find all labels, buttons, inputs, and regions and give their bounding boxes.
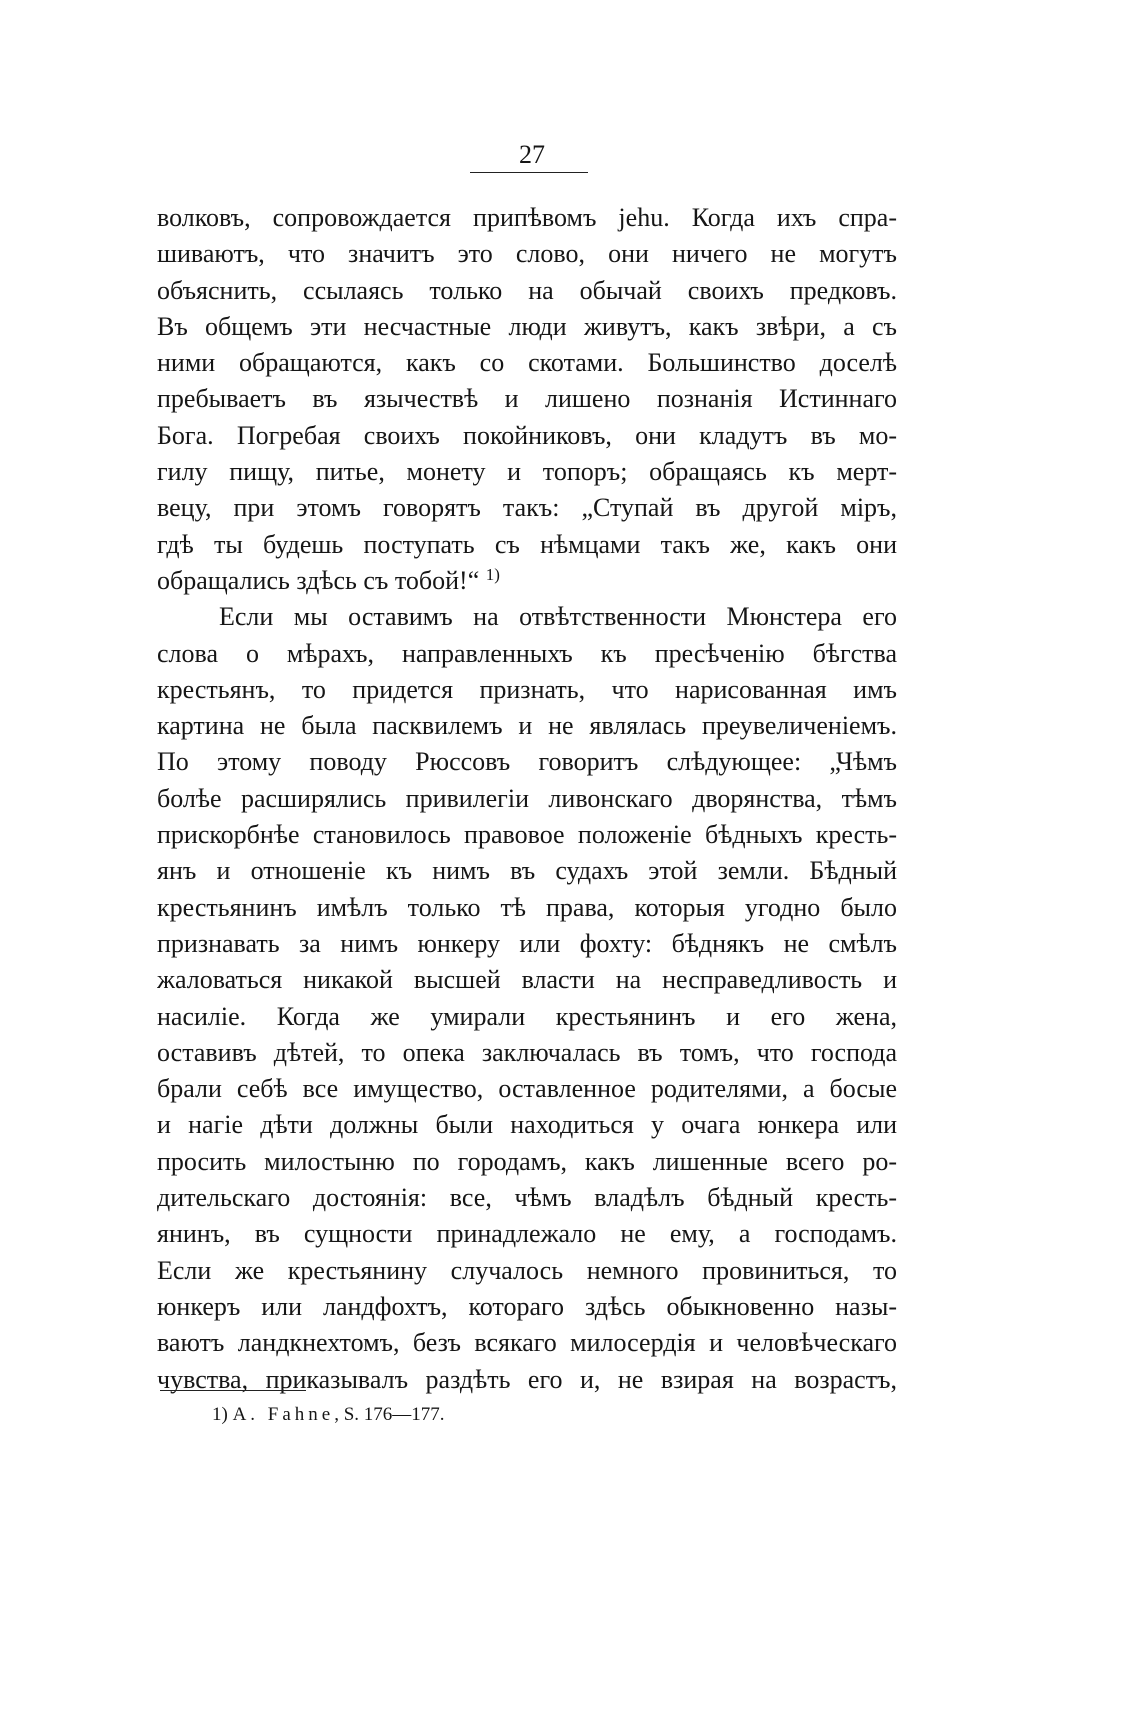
text-line: ваютъ ландкнехтомъ, безъ всякаго милосердія и человѣческаго xyxy=(157,1328,897,1358)
page-number: 27 xyxy=(519,140,545,169)
text-line: гилу пищу, питье, монету и топоръ; обращаясь къ мерт- xyxy=(157,457,897,487)
text-line: янинъ, въ сущности принадлежало не ему, а господамъ. xyxy=(157,1219,897,1249)
text-line: объяснить, ссылаясь только на обычай своихъ предковъ. xyxy=(157,275,897,305)
text-line: шиваютъ, что значитъ это слово, они ничего не могутъ xyxy=(157,239,897,269)
text-line: крестьянинъ имѣлъ только тѣ права, которыя угодно было xyxy=(157,892,897,922)
text-line: гдѣ ты будешь поступать съ нѣмцами такъ же, какъ они xyxy=(157,529,897,559)
footnote-pages: , S. 176—177. xyxy=(334,1404,445,1425)
text-line: янъ и отношеніе къ нимъ въ судахъ этой земли. Бѣдный xyxy=(157,856,897,886)
text-line: Въ общемъ эти несчастные люди живутъ, какъ звѣри, а съ xyxy=(157,311,897,341)
text-line: брали себѣ все имущество, оставленное родителями, а босые xyxy=(157,1074,897,1104)
header-rule xyxy=(470,172,588,173)
paragraph-first-line: Если мы оставимъ на отвѣтственности Мюнстера его xyxy=(219,602,897,632)
footnote-rule xyxy=(160,1390,306,1391)
text-line: чувства, приказывалъ раздѣть его и, не взирая на возрастъ, xyxy=(157,1364,897,1394)
text-line: жаловаться никакой высшей власти на несправедливость и xyxy=(157,965,897,995)
text-line: картина не была пасквилемъ и не являлась преувеличеніемъ. xyxy=(157,711,897,741)
text-line: прискорбнѣе становилось правовое положеніе бѣдныхъ кресть- xyxy=(157,820,897,850)
footnote xyxy=(212,1402,445,1428)
footnote-marker: 1) xyxy=(212,1404,228,1425)
text-line: Бога. Погребая своихъ покойниковъ, они кладутъ въ мо- xyxy=(157,420,897,450)
text-line: крестьянъ, то придется признать, что нарисованная имъ xyxy=(157,674,897,704)
text-line: просить милостыню по городамъ, какъ лишенные всего ро- xyxy=(157,1146,897,1176)
text-line: болѣе расширялись привилегіи ливонскаго дворянства, тѣмъ xyxy=(157,783,897,813)
text-line: обращались здѣсь съ тобой!“ xyxy=(157,565,480,595)
text-line: вецу, при этомъ говорятъ такъ: „Ступай въ другой міръ, xyxy=(157,493,897,523)
text-line: Если же крестьянину случалось немного провиниться, то xyxy=(157,1255,897,1285)
text-line: По этому поводу Рюссовъ говоритъ слѣдующее: „Чѣмъ xyxy=(157,747,897,777)
body-text xyxy=(157,200,897,1398)
text-line: слова о мѣрахъ, направленныхъ къ пресѣченію бѣгства xyxy=(157,638,897,668)
footnote-reference: 1) xyxy=(485,564,500,584)
text-line: пребываетъ въ язычествѣ и лишено познанія Истиннаго xyxy=(157,384,897,414)
text-line: оставивъ дѣтей, то опека заключалась въ томъ, что господа xyxy=(157,1037,897,1067)
text-line: волковъ, сопровождается припѣвомъ jehu. Когда ихъ спра- xyxy=(157,203,897,232)
text-line: признавать за нимъ юнкеру или фохту: бѣднякъ не смѣлъ xyxy=(157,928,897,958)
text-line: насиліе. Когда же умирали крестьянинъ и его жена, xyxy=(157,1001,897,1031)
text-line: юнкеръ или ландфохтъ, котораго здѣсь обыкновенно назы- xyxy=(157,1291,897,1321)
text-line: дительскаго достоянія: все, чѣмъ владѣлъ бѣдный кресть- xyxy=(157,1183,897,1213)
footnote-author: A. Fahne xyxy=(232,1404,335,1425)
text-line: и нагіе дѣти должны были находиться у очага юнкера или xyxy=(157,1110,897,1140)
text-line: ними обращаются, какъ со скотами. Большинство доселѣ xyxy=(157,348,897,378)
text-line-with-footnote-ref xyxy=(157,563,897,599)
